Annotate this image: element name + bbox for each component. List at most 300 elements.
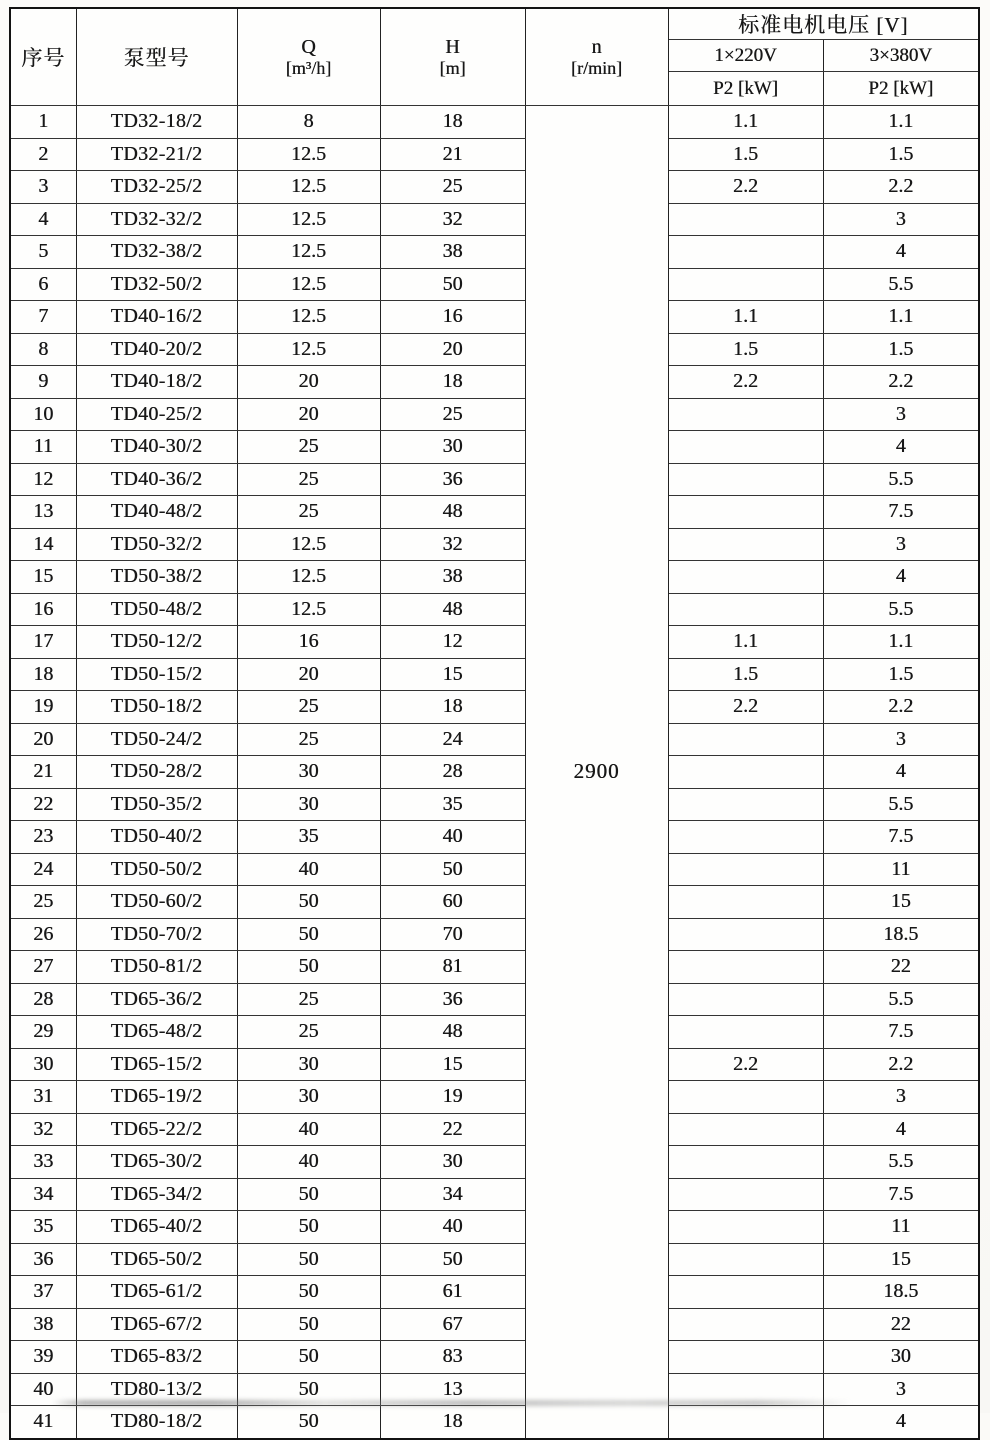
cell-serial: 7 bbox=[10, 301, 76, 334]
cell-head: 81 bbox=[380, 951, 525, 984]
cell-p2-380: 18.5 bbox=[823, 918, 979, 951]
cell-p2-380: 1.5 bbox=[823, 138, 979, 171]
cell-serial: 14 bbox=[10, 528, 76, 561]
cell-p2-220 bbox=[668, 1146, 823, 1179]
cell-p2-220 bbox=[668, 983, 823, 1016]
table-row bbox=[10, 1308, 979, 1341]
cell-model: TD40-48/2 bbox=[76, 496, 237, 529]
cell-p2-380: 2.2 bbox=[823, 171, 979, 204]
cell-flow: 50 bbox=[237, 1243, 380, 1276]
cell-flow: 8 bbox=[237, 106, 380, 139]
cell-model: TD80-18/2 bbox=[76, 1406, 237, 1439]
cell-flow: 12.5 bbox=[237, 528, 380, 561]
cell-model: TD65-50/2 bbox=[76, 1243, 237, 1276]
pump-spec-table bbox=[9, 7, 980, 1440]
cell-p2-220 bbox=[668, 918, 823, 951]
cell-p2-220: 2.2 bbox=[668, 691, 823, 724]
cell-p2-220: 1.1 bbox=[668, 301, 823, 334]
cell-model: TD40-30/2 bbox=[76, 431, 237, 464]
cell-head: 40 bbox=[380, 821, 525, 854]
table-row bbox=[10, 366, 979, 399]
table-row bbox=[10, 333, 979, 366]
cell-p2-380: 22 bbox=[823, 951, 979, 984]
cell-model: TD50-40/2 bbox=[76, 821, 237, 854]
cell-model: TD65-83/2 bbox=[76, 1341, 237, 1374]
cell-head: 35 bbox=[380, 788, 525, 821]
cell-p2-220 bbox=[668, 1341, 823, 1374]
cell-p2-380: 4 bbox=[823, 431, 979, 464]
cell-flow: 12.5 bbox=[237, 203, 380, 236]
cell-head: 50 bbox=[380, 268, 525, 301]
cell-p2-220: 1.5 bbox=[668, 333, 823, 366]
cell-head: 18 bbox=[380, 691, 525, 724]
table-row bbox=[10, 1048, 979, 1081]
header-p2-220: P2 [kW] bbox=[668, 72, 823, 106]
cell-head: 38 bbox=[380, 236, 525, 269]
cell-flow: 50 bbox=[237, 886, 380, 919]
cell-head: 22 bbox=[380, 1113, 525, 1146]
cell-p2-380: 7.5 bbox=[823, 821, 979, 854]
cell-p2-380: 5.5 bbox=[823, 268, 979, 301]
cell-serial: 13 bbox=[10, 496, 76, 529]
cell-serial: 35 bbox=[10, 1211, 76, 1244]
cell-p2-380: 5.5 bbox=[823, 1146, 979, 1179]
cell-head: 36 bbox=[380, 983, 525, 1016]
cell-p2-220: 1.5 bbox=[668, 138, 823, 171]
cell-p2-380: 5.5 bbox=[823, 788, 979, 821]
cell-p2-380: 7.5 bbox=[823, 496, 979, 529]
cell-flow: 40 bbox=[237, 1146, 380, 1179]
cell-serial: 28 bbox=[10, 983, 76, 1016]
table-body bbox=[10, 106, 979, 1439]
cell-model: TD32-38/2 bbox=[76, 236, 237, 269]
cell-serial: 36 bbox=[10, 1243, 76, 1276]
cell-flow: 12.5 bbox=[237, 301, 380, 334]
table-row bbox=[10, 1081, 979, 1114]
cell-head: 18 bbox=[380, 1406, 525, 1439]
cell-flow: 12.5 bbox=[237, 593, 380, 626]
cell-model: TD65-61/2 bbox=[76, 1276, 237, 1309]
cell-p2-380: 2.2 bbox=[823, 1048, 979, 1081]
table-row bbox=[10, 301, 979, 334]
cell-p2-380: 18.5 bbox=[823, 1276, 979, 1309]
cell-serial: 18 bbox=[10, 658, 76, 691]
cell-flow: 12.5 bbox=[237, 333, 380, 366]
cell-serial: 37 bbox=[10, 1276, 76, 1309]
table-row bbox=[10, 723, 979, 756]
cell-serial: 22 bbox=[10, 788, 76, 821]
cell-serial: 27 bbox=[10, 951, 76, 984]
cell-p2-220: 1.1 bbox=[668, 106, 823, 139]
cell-p2-380: 3 bbox=[823, 1373, 979, 1406]
cell-serial: 38 bbox=[10, 1308, 76, 1341]
cell-flow: 50 bbox=[237, 1308, 380, 1341]
cell-p2-220 bbox=[668, 1178, 823, 1211]
cell-flow: 25 bbox=[237, 1016, 380, 1049]
cell-serial: 33 bbox=[10, 1146, 76, 1179]
cell-head: 18 bbox=[380, 106, 525, 139]
cell-p2-380: 3 bbox=[823, 203, 979, 236]
cell-p2-380: 15 bbox=[823, 1243, 979, 1276]
cell-p2-380: 1.5 bbox=[823, 658, 979, 691]
cell-p2-220 bbox=[668, 788, 823, 821]
cell-serial: 24 bbox=[10, 853, 76, 886]
cell-model: TD80-13/2 bbox=[76, 1373, 237, 1406]
table-row bbox=[10, 203, 979, 236]
cell-p2-380: 4 bbox=[823, 1406, 979, 1439]
cell-flow: 40 bbox=[237, 1113, 380, 1146]
table-row bbox=[10, 983, 979, 1016]
cell-serial: 25 bbox=[10, 886, 76, 919]
cell-p2-380: 11 bbox=[823, 1211, 979, 1244]
header-speed-unit: [r/min] bbox=[571, 57, 622, 78]
cell-p2-220 bbox=[668, 1211, 823, 1244]
cell-serial: 29 bbox=[10, 1016, 76, 1049]
cell-p2-380: 3 bbox=[823, 723, 979, 756]
cell-model: TD32-18/2 bbox=[76, 106, 237, 139]
table-header bbox=[10, 8, 979, 106]
cell-p2-380: 1.5 bbox=[823, 333, 979, 366]
cell-p2-220 bbox=[668, 463, 823, 496]
cell-head: 25 bbox=[380, 171, 525, 204]
cell-serial: 6 bbox=[10, 268, 76, 301]
header-serial: 序号 bbox=[10, 8, 76, 106]
cell-p2-220: 2.2 bbox=[668, 366, 823, 399]
cell-flow: 25 bbox=[237, 723, 380, 756]
header-p2-380: P2 [kW] bbox=[823, 72, 979, 106]
table-row bbox=[10, 496, 979, 529]
cell-p2-380: 3 bbox=[823, 528, 979, 561]
header-speed bbox=[525, 8, 668, 106]
cell-head: 32 bbox=[380, 203, 525, 236]
cell-head: 70 bbox=[380, 918, 525, 951]
cell-p2-220 bbox=[668, 1113, 823, 1146]
cell-model: TD40-20/2 bbox=[76, 333, 237, 366]
cell-flow: 25 bbox=[237, 496, 380, 529]
cell-p2-380: 5.5 bbox=[823, 983, 979, 1016]
cell-model: TD32-50/2 bbox=[76, 268, 237, 301]
cell-flow: 12.5 bbox=[237, 236, 380, 269]
header-flow bbox=[237, 8, 380, 106]
cell-head: 30 bbox=[380, 1146, 525, 1179]
cell-head: 50 bbox=[380, 1243, 525, 1276]
table-row bbox=[10, 658, 979, 691]
table-row bbox=[10, 431, 979, 464]
cell-p2-220 bbox=[668, 496, 823, 529]
cell-flow: 50 bbox=[237, 951, 380, 984]
cell-p2-220 bbox=[668, 593, 823, 626]
cell-head: 61 bbox=[380, 1276, 525, 1309]
cell-model: TD65-48/2 bbox=[76, 1016, 237, 1049]
cell-flow: 16 bbox=[237, 626, 380, 659]
cell-model: TD32-21/2 bbox=[76, 138, 237, 171]
cell-flow: 30 bbox=[237, 1081, 380, 1114]
table-row bbox=[10, 918, 979, 951]
table-row bbox=[10, 463, 979, 496]
scan-smudge-artifact bbox=[52, 1400, 852, 1406]
table-row bbox=[10, 853, 979, 886]
cell-head: 24 bbox=[380, 723, 525, 756]
table-row bbox=[10, 691, 979, 724]
cell-model: TD50-50/2 bbox=[76, 853, 237, 886]
cell-model: TD32-25/2 bbox=[76, 171, 237, 204]
cell-flow: 25 bbox=[237, 691, 380, 724]
cell-p2-380: 7.5 bbox=[823, 1178, 979, 1211]
header-voltage-380: 3×380V bbox=[823, 40, 979, 72]
cell-serial: 17 bbox=[10, 626, 76, 659]
cell-p2-220: 2.2 bbox=[668, 171, 823, 204]
header-row-group bbox=[10, 8, 979, 40]
cell-head: 25 bbox=[380, 398, 525, 431]
cell-model: TD32-32/2 bbox=[76, 203, 237, 236]
cell-serial: 34 bbox=[10, 1178, 76, 1211]
cell-head: 34 bbox=[380, 1178, 525, 1211]
cell-serial: 32 bbox=[10, 1113, 76, 1146]
cell-head: 50 bbox=[380, 853, 525, 886]
table-row bbox=[10, 1341, 979, 1374]
cell-head: 12 bbox=[380, 626, 525, 659]
cell-p2-380: 15 bbox=[823, 886, 979, 919]
cell-head: 48 bbox=[380, 496, 525, 529]
cell-p2-220 bbox=[668, 431, 823, 464]
cell-head: 15 bbox=[380, 1048, 525, 1081]
cell-head: 16 bbox=[380, 301, 525, 334]
cell-p2-380: 1.1 bbox=[823, 301, 979, 334]
cell-p2-220: 1.1 bbox=[668, 626, 823, 659]
cell-flow: 12.5 bbox=[237, 268, 380, 301]
cell-p2-220 bbox=[668, 821, 823, 854]
cell-model: TD40-25/2 bbox=[76, 398, 237, 431]
cell-head: 48 bbox=[380, 593, 525, 626]
cell-p2-380: 1.1 bbox=[823, 626, 979, 659]
cell-p2-220 bbox=[668, 1016, 823, 1049]
table-row bbox=[10, 756, 979, 789]
cell-serial: 8 bbox=[10, 333, 76, 366]
cell-model: TD50-15/2 bbox=[76, 658, 237, 691]
table-row bbox=[10, 561, 979, 594]
cell-head: 18 bbox=[380, 366, 525, 399]
cell-model: TD65-36/2 bbox=[76, 983, 237, 1016]
table-row bbox=[10, 886, 979, 919]
cell-p2-380: 22 bbox=[823, 1308, 979, 1341]
header-head-unit: [m] bbox=[439, 57, 466, 78]
cell-p2-380: 3 bbox=[823, 398, 979, 431]
table-row bbox=[10, 106, 979, 139]
cell-head: 19 bbox=[380, 1081, 525, 1114]
cell-model: TD50-32/2 bbox=[76, 528, 237, 561]
cell-p2-220 bbox=[668, 1406, 823, 1439]
table-row bbox=[10, 593, 979, 626]
cell-serial: 16 bbox=[10, 593, 76, 626]
cell-flow: 12.5 bbox=[237, 561, 380, 594]
cell-head: 20 bbox=[380, 333, 525, 366]
table-row bbox=[10, 821, 979, 854]
cell-p2-380: 1.1 bbox=[823, 106, 979, 139]
header-speed-symbol: n bbox=[591, 35, 602, 58]
table-row bbox=[10, 1178, 979, 1211]
cell-serial: 10 bbox=[10, 398, 76, 431]
cell-head: 48 bbox=[380, 1016, 525, 1049]
cell-p2-380: 4 bbox=[823, 561, 979, 594]
cell-flow: 40 bbox=[237, 853, 380, 886]
cell-model: TD65-22/2 bbox=[76, 1113, 237, 1146]
cell-serial: 23 bbox=[10, 821, 76, 854]
cell-flow: 30 bbox=[237, 756, 380, 789]
table-row bbox=[10, 236, 979, 269]
cell-p2-220 bbox=[668, 1081, 823, 1114]
table-row bbox=[10, 626, 979, 659]
cell-serial: 5 bbox=[10, 236, 76, 269]
cell-head: 21 bbox=[380, 138, 525, 171]
table-row bbox=[10, 951, 979, 984]
header-voltage-group: 标准电机电压 [V] bbox=[668, 8, 979, 40]
cell-p2-380: 4 bbox=[823, 236, 979, 269]
table-row bbox=[10, 1276, 979, 1309]
cell-flow: 50 bbox=[237, 1276, 380, 1309]
cell-model: TD65-19/2 bbox=[76, 1081, 237, 1114]
table-row bbox=[10, 528, 979, 561]
cell-flow: 30 bbox=[237, 1048, 380, 1081]
header-head bbox=[380, 8, 525, 106]
cell-p2-220 bbox=[668, 1243, 823, 1276]
cell-flow: 50 bbox=[237, 918, 380, 951]
cell-flow: 25 bbox=[237, 463, 380, 496]
cell-p2-380: 4 bbox=[823, 1113, 979, 1146]
cell-serial: 26 bbox=[10, 918, 76, 951]
cell-model: TD50-60/2 bbox=[76, 886, 237, 919]
table-row bbox=[10, 1406, 979, 1439]
cell-model: TD65-34/2 bbox=[76, 1178, 237, 1211]
cell-p2-220 bbox=[668, 203, 823, 236]
cell-head: 30 bbox=[380, 431, 525, 464]
cell-model: TD65-67/2 bbox=[76, 1308, 237, 1341]
cell-model: TD50-12/2 bbox=[76, 626, 237, 659]
header-flow-unit: [m³/h] bbox=[285, 57, 332, 78]
header-flow-symbol: Q bbox=[301, 35, 316, 58]
cell-p2-380: 5.5 bbox=[823, 593, 979, 626]
cell-flow: 25 bbox=[237, 983, 380, 1016]
cell-p2-220 bbox=[668, 561, 823, 594]
cell-head: 28 bbox=[380, 756, 525, 789]
cell-model: TD50-70/2 bbox=[76, 918, 237, 951]
cell-serial: 41 bbox=[10, 1406, 76, 1439]
table-row bbox=[10, 398, 979, 431]
cell-head: 15 bbox=[380, 658, 525, 691]
cell-model: TD40-18/2 bbox=[76, 366, 237, 399]
header-head-symbol: H bbox=[445, 35, 460, 58]
cell-head: 13 bbox=[380, 1373, 525, 1406]
cell-model: TD40-16/2 bbox=[76, 301, 237, 334]
cell-model: TD50-24/2 bbox=[76, 723, 237, 756]
cell-serial: 21 bbox=[10, 756, 76, 789]
cell-p2-220 bbox=[668, 398, 823, 431]
table-row bbox=[10, 1016, 979, 1049]
cell-head: 83 bbox=[380, 1341, 525, 1374]
cell-p2-220: 2.2 bbox=[668, 1048, 823, 1081]
cell-p2-380: 30 bbox=[823, 1341, 979, 1374]
cell-p2-380: 3 bbox=[823, 1081, 979, 1114]
cell-p2-380: 7.5 bbox=[823, 1016, 979, 1049]
cell-flow: 50 bbox=[237, 1373, 380, 1406]
cell-speed-merged: 2900 bbox=[525, 106, 668, 1439]
cell-head: 32 bbox=[380, 528, 525, 561]
cell-p2-220 bbox=[668, 886, 823, 919]
cell-model: TD65-40/2 bbox=[76, 1211, 237, 1244]
cell-p2-220 bbox=[668, 1308, 823, 1341]
header-model: 泵型号 bbox=[76, 8, 237, 106]
cell-serial: 15 bbox=[10, 561, 76, 594]
cell-p2-220 bbox=[668, 268, 823, 301]
cell-model: TD50-28/2 bbox=[76, 756, 237, 789]
cell-serial: 19 bbox=[10, 691, 76, 724]
cell-serial: 9 bbox=[10, 366, 76, 399]
cell-p2-380: 5.5 bbox=[823, 463, 979, 496]
header-voltage-220: 1×220V bbox=[668, 40, 823, 72]
cell-p2-380: 2.2 bbox=[823, 691, 979, 724]
cell-p2-220 bbox=[668, 951, 823, 984]
cell-head: 67 bbox=[380, 1308, 525, 1341]
cell-flow: 50 bbox=[237, 1341, 380, 1374]
table-row bbox=[10, 1113, 979, 1146]
cell-flow: 20 bbox=[237, 366, 380, 399]
table-row bbox=[10, 138, 979, 171]
cell-p2-380: 11 bbox=[823, 853, 979, 886]
cell-p2-220 bbox=[668, 236, 823, 269]
cell-serial: 40 bbox=[10, 1373, 76, 1406]
cell-model: TD50-81/2 bbox=[76, 951, 237, 984]
cell-flow: 50 bbox=[237, 1178, 380, 1211]
cell-model: TD65-30/2 bbox=[76, 1146, 237, 1179]
cell-head: 60 bbox=[380, 886, 525, 919]
cell-flow: 20 bbox=[237, 658, 380, 691]
cell-serial: 11 bbox=[10, 431, 76, 464]
cell-flow: 50 bbox=[237, 1406, 380, 1439]
cell-flow: 25 bbox=[237, 431, 380, 464]
cell-model: TD50-35/2 bbox=[76, 788, 237, 821]
cell-p2-220 bbox=[668, 528, 823, 561]
cell-flow: 20 bbox=[237, 398, 380, 431]
table-row bbox=[10, 268, 979, 301]
table-row bbox=[10, 1243, 979, 1276]
table-row bbox=[10, 1211, 979, 1244]
cell-flow: 12.5 bbox=[237, 171, 380, 204]
cell-serial: 2 bbox=[10, 138, 76, 171]
cell-flow: 50 bbox=[237, 1211, 380, 1244]
table-row bbox=[10, 1146, 979, 1179]
cell-p2-220 bbox=[668, 756, 823, 789]
cell-p2-380: 4 bbox=[823, 756, 979, 789]
cell-serial: 1 bbox=[10, 106, 76, 139]
cell-serial: 12 bbox=[10, 463, 76, 496]
cell-serial: 39 bbox=[10, 1341, 76, 1374]
cell-model: TD65-15/2 bbox=[76, 1048, 237, 1081]
cell-p2-220 bbox=[668, 853, 823, 886]
cell-model: TD50-38/2 bbox=[76, 561, 237, 594]
cell-model: TD50-48/2 bbox=[76, 593, 237, 626]
cell-flow: 12.5 bbox=[237, 138, 380, 171]
cell-head: 38 bbox=[380, 561, 525, 594]
cell-head: 40 bbox=[380, 1211, 525, 1244]
cell-flow: 30 bbox=[237, 788, 380, 821]
cell-model: TD40-36/2 bbox=[76, 463, 237, 496]
cell-flow: 35 bbox=[237, 821, 380, 854]
cell-serial: 30 bbox=[10, 1048, 76, 1081]
cell-model: TD50-18/2 bbox=[76, 691, 237, 724]
cell-serial: 31 bbox=[10, 1081, 76, 1114]
table-row bbox=[10, 788, 979, 821]
cell-p2-220 bbox=[668, 723, 823, 756]
cell-serial: 20 bbox=[10, 723, 76, 756]
